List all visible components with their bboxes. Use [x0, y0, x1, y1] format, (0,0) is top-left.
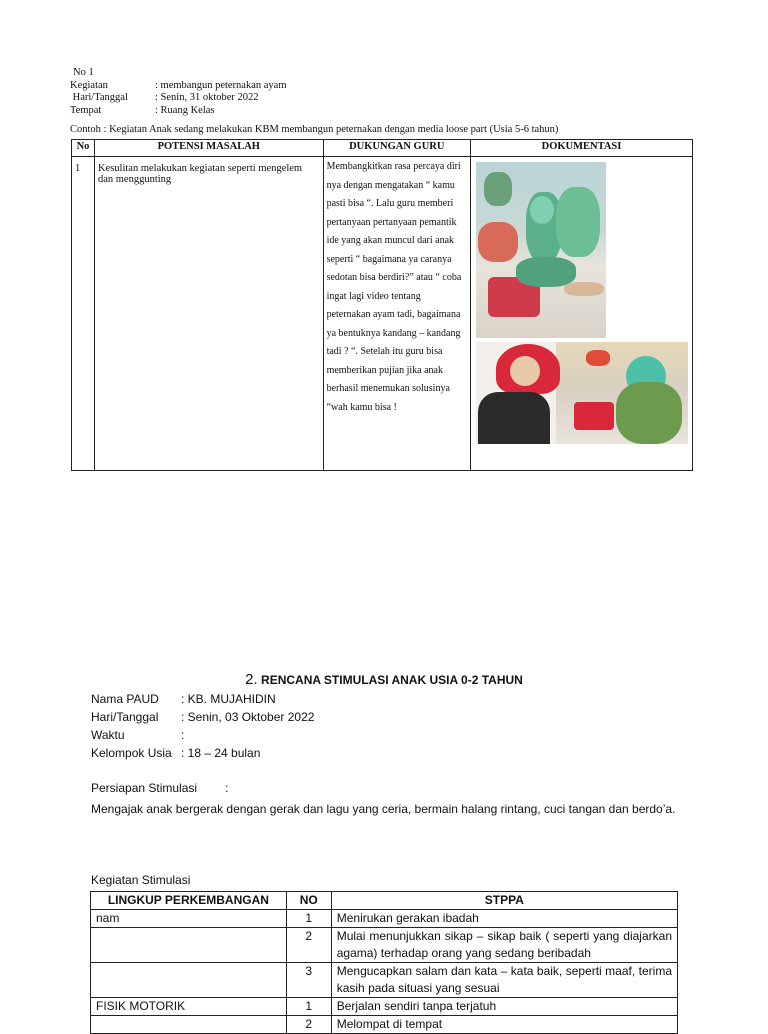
info-value: : Senin, 03 Oktober 2022: [181, 710, 315, 724]
activity-photo-1: [476, 162, 606, 338]
lingkup-cell: nam: [91, 910, 287, 928]
info-label: Hari/Tanggal: [91, 710, 159, 724]
lingkup-cell: [91, 1016, 287, 1034]
header-potensi: POTENSI MASALAH: [94, 140, 323, 157]
section-title: [0, 671, 768, 688]
plan-info: [91, 690, 314, 762]
activity-info: [70, 67, 287, 117]
info-row-date: [91, 708, 314, 726]
header-dukungan: DUKUNGAN GURU: [323, 140, 470, 157]
lingkup-cell: [91, 928, 287, 963]
header-no: No: [72, 140, 95, 157]
table-row: [91, 998, 678, 1016]
info-value: : Ruang Kelas: [155, 104, 215, 116]
activity-heading: Kegiatan Stimulasi: [91, 873, 191, 887]
info-value: : Senin, 31 oktober 2022: [155, 92, 259, 104]
info-row-place: [70, 105, 287, 118]
info-row-paud: [91, 690, 314, 708]
activity-photo-2: [476, 342, 688, 444]
info-row-time: [91, 726, 314, 744]
activity-number: No 1: [73, 67, 94, 78]
info-value: : KB. MUJAHIDIN: [181, 692, 276, 706]
table-row: [91, 963, 678, 998]
stppa-cell: Melompat di tempat: [331, 1016, 677, 1034]
dukungan-cell: Membangkitkan rasa percaya diri nya dengan mengatakan “ kamu pasti bisa “. Lalu guru memberi pertanyaan pertanyaan pemantik ide yang akan muncul dari anak seperti “ bagaimana ya caranya sedotan bisa berdiri?” atau “ coba ingat lagi video tentang peternakan ayam tadi, bagaimana ya bentuknya kandang – kandang tadi ? “. Setelah itu guru bisa memberikan pujian jika anak berhasil menemukan solusinya “wah kamu bisa !: [323, 157, 470, 471]
problem-support-table: [71, 139, 693, 471]
section-title-text: RENCANA STIMULASI ANAK USIA 0-2 TAHUN: [261, 673, 523, 687]
info-row-date: [70, 92, 287, 105]
stppa-cell: Menirukan gerakan ibadah: [331, 910, 677, 928]
info-value: : 18 – 24 bulan: [181, 746, 261, 760]
no-cell: 3: [286, 963, 331, 998]
header-lingkup: LINGKUP PERKEMBANGAN: [91, 892, 287, 910]
stimulation-table: [90, 891, 678, 1034]
table-row: [91, 1016, 678, 1034]
no-cell: 2: [286, 928, 331, 963]
preparation-label: Persiapan Stimulasi: [91, 781, 198, 795]
no-cell: 2: [286, 1016, 331, 1034]
header-no: NO: [286, 892, 331, 910]
table-row: [91, 910, 678, 928]
table-header-row: [91, 892, 678, 910]
no-cell: 1: [286, 998, 331, 1016]
table-row: [91, 928, 678, 963]
stppa-cell: Mengucapkan salam dan kata – kata baik, seperti maaf, terima kasih pada situasi yang sesuai: [331, 963, 677, 998]
lingkup-cell: FISIK MOTORIK: [91, 998, 287, 1016]
info-row-kegiatan: [70, 80, 287, 93]
info-value: :: [181, 728, 185, 742]
info-value: : membangun peternakan ayam: [155, 79, 287, 91]
info-label: Tempat: [70, 104, 102, 116]
header-stppa: STPPA: [331, 892, 677, 910]
lingkup-cell: [91, 963, 287, 998]
info-label: Waktu: [91, 728, 125, 742]
preparation-text: Mengajak anak bergerak dengan gerak dan lagu yang ceria, bermain halang rintang, cuci tangan dan berdo’a.: [91, 802, 676, 816]
stppa-cell: Mulai menunjukkan sikap – sikap baik ( seperti yang diajarkan agama) terhadap orang yang sedang beribadah: [331, 928, 677, 963]
info-row-age-group: [91, 744, 314, 762]
preparation-heading: [91, 781, 228, 795]
header-dokumentasi: DOKUMENTASI: [470, 140, 692, 157]
potensi-cell: Kesulitan melakukan kegiatan seperti mengelem dan menggunting: [94, 157, 323, 471]
info-label: Kegiatan: [70, 79, 108, 91]
documentation-cell: [470, 157, 692, 471]
table-header-row: [72, 140, 693, 157]
example-caption: Contoh : Kegiatan Anak sedang melakukan KBM membangun peternakan dengan media loose part (Usia 5-6 tahun): [70, 124, 559, 135]
info-label: Nama PAUD: [91, 692, 159, 706]
stppa-cell: Berjalan sendiri tanpa terjatuh: [331, 998, 677, 1016]
no-cell: 1: [286, 910, 331, 928]
info-label: Kelompok Usia: [91, 746, 172, 760]
table-row: [72, 157, 693, 471]
info-label: Hari/Tanggal: [70, 92, 128, 104]
row-number: 1: [72, 157, 95, 471]
preparation-colon: :: [225, 781, 229, 795]
section-number: 2.: [245, 671, 258, 688]
